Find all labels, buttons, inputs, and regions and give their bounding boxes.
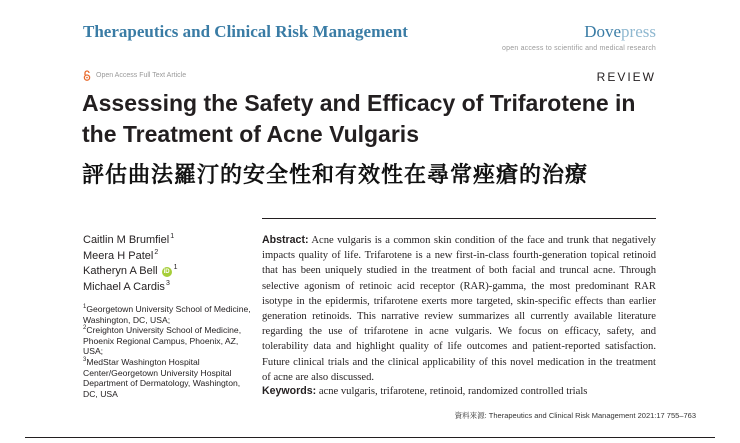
publisher-logo: [502, 22, 656, 54]
author-name: Caitlin M Brumfiel: [83, 234, 170, 246]
article-title-line-2: the Treatment of Acne Vulgaris: [82, 121, 419, 147]
author-affiliation-mark: 1: [170, 233, 175, 240]
author: [83, 233, 178, 249]
page-divider: [25, 437, 715, 438]
keywords-text: acne vulgaris, trifarotene, retinoid, randomized controlled trials: [318, 386, 588, 397]
article-title-chinese: 評估曲法羅汀的安全性和有效性在尋常痤瘡的治療: [82, 162, 589, 187]
source-citation: 資料來源: Therapeutics and Clinical Risk Management 2021:17 755–763: [454, 411, 696, 420]
author-list: [83, 233, 178, 295]
abstract-label: Abstract:: [262, 234, 309, 246]
orcid-icon[interactable]: iD: [163, 269, 170, 275]
abstract-divider: [262, 218, 656, 219]
affiliation-mark: 3: [83, 357, 87, 364]
affiliation-mark: 1: [83, 304, 87, 311]
keywords-label: Keywords:: [262, 385, 317, 397]
article-title: [82, 88, 682, 150]
affiliation: [83, 304, 253, 325]
author-affiliation-mark: 2: [154, 248, 159, 256]
affiliation: [83, 325, 253, 357]
publisher-name-strong: Dove: [584, 22, 622, 41]
journal-title: Therapeutics and Clinical Risk Management: [83, 22, 408, 41]
author: [83, 264, 178, 280]
open-access-label: Open Access Full Text Article: [96, 72, 187, 79]
open-access-badge: [83, 70, 186, 81]
affiliation-text: Creighton University School of Medicine, Phoenix Regional Campus, Phoenix, AZ, USA;: [83, 325, 242, 357]
author: [83, 249, 178, 265]
affiliation-list: [83, 304, 253, 399]
author-name: Katheryn A Bell: [83, 265, 158, 277]
keywords: [262, 384, 656, 399]
publisher-name-light: press: [621, 22, 656, 41]
article-type: REVIEW: [596, 70, 656, 84]
author-name: Meera H Patel: [83, 249, 154, 262]
publisher-tagline: open access to scientific and medical research: [502, 45, 656, 52]
author-affiliation-mark: 1: [173, 264, 178, 271]
author-affiliation-mark: 3: [165, 279, 170, 287]
author-name: Michael A Cardis: [83, 280, 165, 293]
open-lock-icon: [83, 70, 91, 81]
affiliation-text: MedStar Washington Hospital Center/Georgetown University Hospital Department of Dermatology, Washington, DC, USA: [83, 356, 241, 399]
abstract-text: Acne vulgaris is a common skin condition of the face and trunk that negatively impacts quality of life. Trifarotene is a new first-in-class fourth-generation topical retinoid that has been uniquely studied in the treatment of both facial and truncal acne. Through selective agonism of retinoic acid receptor (RAR)-gamma, the most predominant RAR isotype in the epidermis, trifarotene exerts more targeted, skin-specific effects than earlier generation retinoids. This narrative review summarizes all currently available literature regarding the use of trifarotene in acne vulgaris. We focus on efficacy, safety, and tolerability data and highlight quality of life outcomes and patient-reported satisfaction. Future clinical trials and the clinical applicability of this novel medication in the treatment of acne are also discussed.: [262, 235, 656, 383]
abstract: [262, 233, 656, 385]
article-title-line-1: Assessing the Safety and Efficacy of Trifarotene in: [82, 90, 636, 116]
publisher-name: [502, 22, 656, 42]
affiliation: [83, 357, 253, 399]
affiliation-text: Georgetown University School of Medicine, Washington, DC, USA;: [83, 304, 251, 325]
affiliation-mark: 2: [83, 325, 87, 332]
author: [83, 280, 178, 296]
